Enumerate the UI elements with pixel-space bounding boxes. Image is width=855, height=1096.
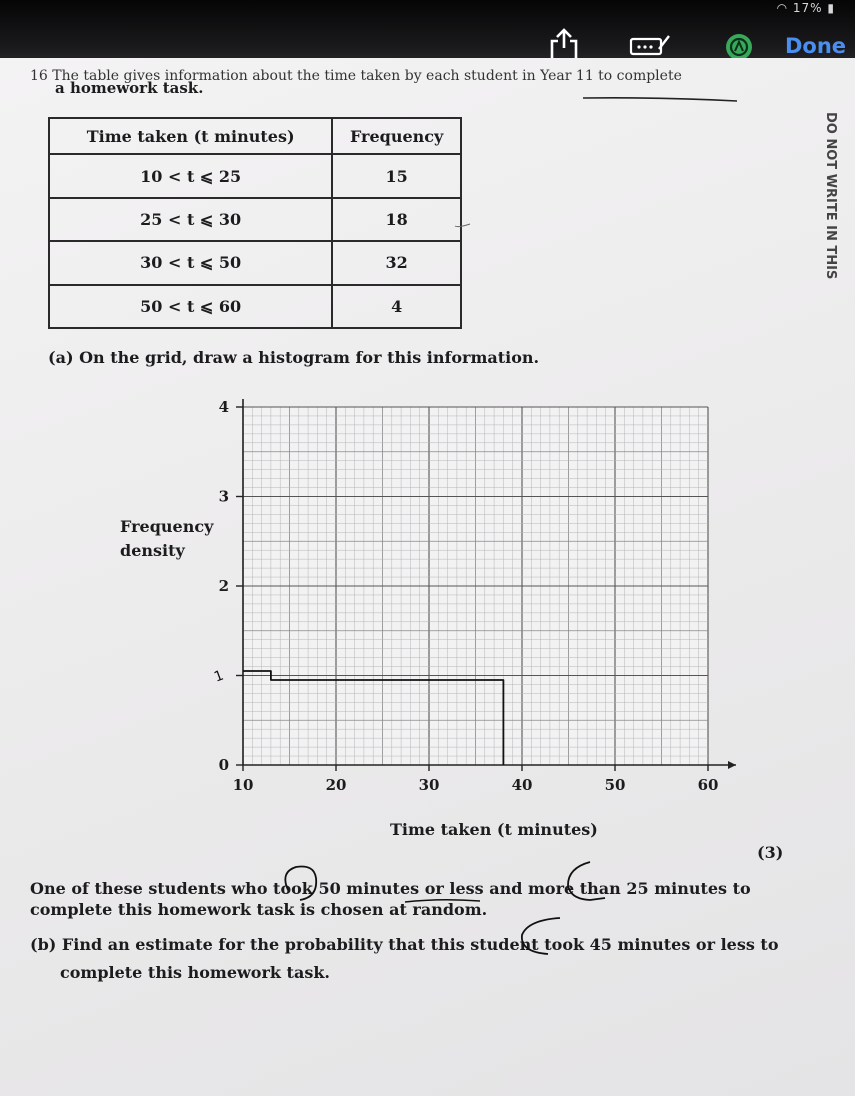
part-b-line2: complete this homework task. — [60, 963, 330, 982]
column-header-time: Time taken (t minutes) — [49, 118, 332, 154]
table-row — [49, 198, 461, 241]
x-tick-label: 40 — [511, 776, 533, 794]
frequency-cell: 4 — [332, 285, 461, 328]
y-axis-label-line1: Frequency — [120, 517, 214, 536]
done-button[interactable]: Done — [785, 34, 847, 58]
question-number: 16 — [30, 68, 48, 84]
y-tick-label: 3 — [218, 487, 229, 506]
x-tick-label: 30 — [418, 776, 440, 794]
battery-icon: ▮ — [827, 1, 835, 15]
table-row — [49, 241, 461, 284]
part-b-line1: (b) Find an estimate for the probability that this student took 45 minutes or less to — [30, 935, 779, 954]
question-intro-line1: The table gives information about the time taken by each student in Year 11 to complete — [52, 68, 682, 84]
x-axis-arrow — [728, 761, 736, 769]
part-a-instruction: (a) On the grid, draw a histogram for this information. — [48, 348, 540, 367]
x-axis-label: Time taken (t minutes) — [390, 820, 598, 839]
frequency-cell: 15 — [332, 154, 461, 197]
y-axis-label-line2: density — [120, 541, 185, 560]
status-bar — [777, 1, 835, 15]
x-tick-label: 50 — [604, 776, 626, 794]
y-tick-label: 4 — [218, 398, 229, 416]
column-header-frequency: Frequency — [332, 118, 461, 154]
interval-cell: 25 < t ⩽ 30 — [49, 198, 332, 241]
y-tick-label: 2 — [218, 577, 229, 595]
battery-percent: 17% — [792, 1, 823, 15]
frequency-table — [48, 117, 462, 329]
frequency-cell: 32 — [332, 241, 461, 284]
interval-cell: 50 < t ⩽ 60 — [49, 285, 332, 328]
margin-warning: DO NOT WRITE IN THIS — [823, 112, 838, 280]
table-row — [49, 154, 461, 197]
table-row — [49, 285, 461, 328]
share-icon[interactable] — [546, 28, 582, 62]
x-tick-label: 60 — [697, 776, 719, 794]
handwritten-tick-label: 1 — [211, 667, 226, 686]
table-header-row — [49, 118, 461, 154]
paragraph-line1: One of these students who took 50 minutes or less and more than 25 minutes to — [30, 879, 751, 898]
marks-label: (3) — [757, 843, 784, 862]
question-intro-line2: a homework task. — [55, 79, 204, 97]
x-tick-label: 20 — [325, 776, 347, 794]
markup-icon[interactable] — [629, 34, 671, 56]
paragraph-line2: complete this homework task is chosen at random. — [30, 900, 488, 919]
y-tick-label: 0 — [218, 756, 229, 774]
interval-cell: 10 < t ⩽ 25 — [49, 154, 332, 197]
x-tick-label: 10 — [232, 776, 254, 794]
interval-cell: 30 < t ⩽ 50 — [49, 241, 332, 284]
histogram-grid[interactable] — [200, 385, 760, 805]
wifi-icon: ◠ — [776, 1, 789, 15]
frequency-cell: 18 — [332, 198, 461, 241]
